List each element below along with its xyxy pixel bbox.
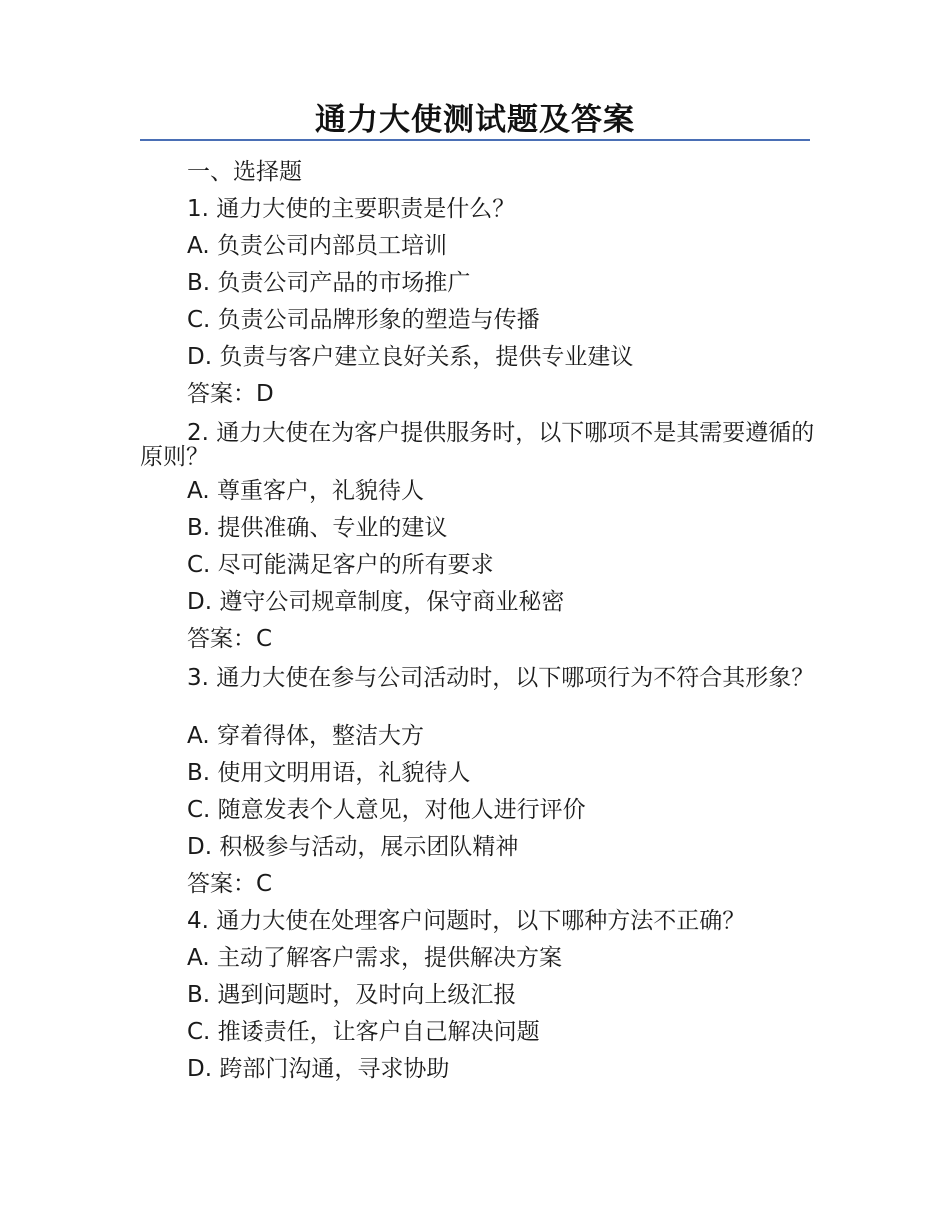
question-block [140, 191, 815, 413]
question-block [140, 413, 815, 658]
question-block [140, 903, 815, 1088]
title-underline [140, 139, 810, 141]
option-b: B. 使用文明用语，礼貌待人 [187, 760, 471, 786]
document-body [140, 154, 815, 1088]
answer-text: 答案：C [187, 871, 273, 897]
option-a: A. 穿着得体，整洁大方 [187, 723, 424, 749]
option-d: D. 负责与客户建立良好关系，提供专业建议 [187, 344, 634, 370]
option-a: A. 主动了解客户需求，提供解决方案 [187, 945, 562, 971]
answer-text: 答案：C [187, 626, 273, 652]
option-b: B. 负责公司产品的市场推广 [187, 270, 471, 296]
option-d: D. 跨部门沟通，寻求协助 [187, 1056, 450, 1082]
option-a: A. 负责公司内部员工培训 [187, 233, 447, 259]
option-b: B. 提供准确、专业的建议 [187, 515, 448, 541]
document-title: 通力大使测试题及答案 [315, 102, 635, 138]
question-text: 3. 通力大使在参与公司活动时，以下哪项行为不符合其形象？ [187, 665, 815, 691]
option-d: D. 遵守公司规章制度，保守商业秘密 [187, 589, 565, 615]
question-block [140, 658, 815, 903]
option-b: B. 遇到问题时，及时向上级汇报 [187, 982, 517, 1008]
question-text: 4. 通力大使在处理客户问题时，以下哪种方法不正确？ [187, 908, 746, 934]
question-text: 2. 通力大使在为客户提供服务时，以下哪项不是其需要遵循的原则？ [140, 420, 815, 470]
option-c: C. 推诿责任，让客户自己解决问题 [187, 1019, 540, 1045]
option-c: C. 尽可能满足客户的所有要求 [187, 552, 494, 578]
option-c: C. 负责公司品牌形象的塑造与传播 [187, 307, 540, 333]
question-text: 1. 通力大使的主要职责是什么？ [187, 196, 516, 222]
section-heading: 一、选择题 [187, 159, 302, 185]
option-c: C. 随意发表个人意见，对他人进行评价 [187, 797, 586, 823]
option-a: A. 尊重客户，礼貌待人 [187, 478, 424, 504]
answer-text: 答案：D [187, 381, 274, 407]
option-d: D. 积极参与活动，展示团队精神 [187, 834, 519, 860]
